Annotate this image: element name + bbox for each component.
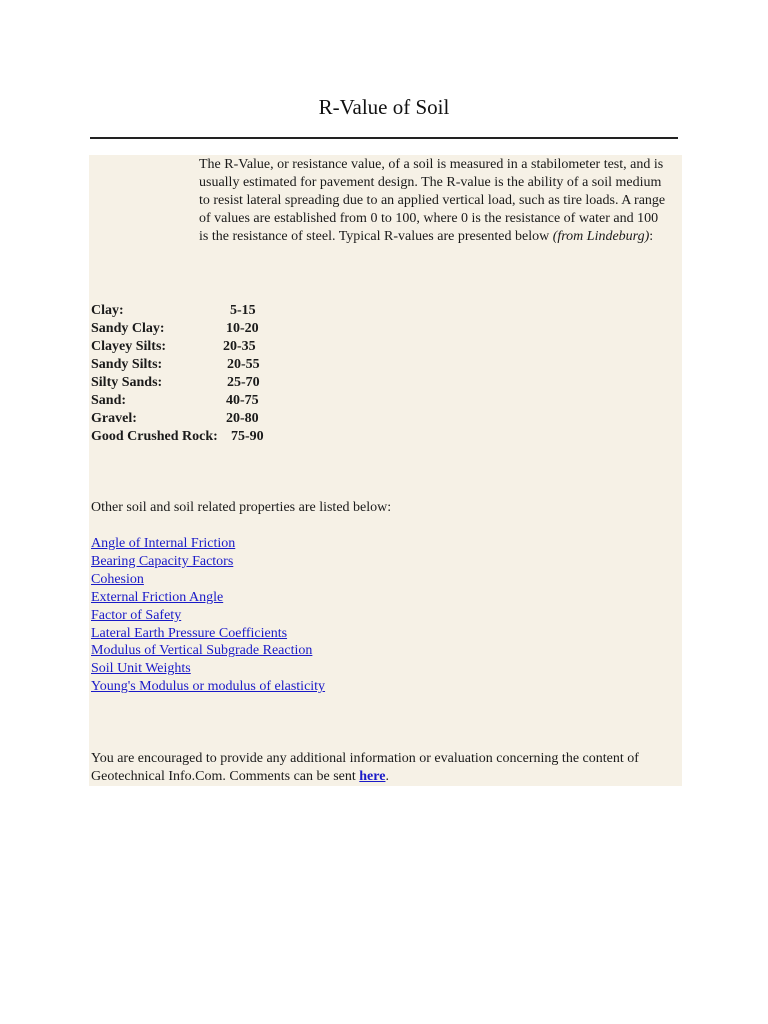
intro-text: The R-Value, or resistance value, of a soil is measured in a stabilometer test, and is usually estimated for pavement design. The R-value is the ability of a soil medium to resist lateral spreading due to an applied vertical load, such as tire loads. A range of values are established from 0 to 100, where 0 is the resistance of water and 100 is the resistance of steel. Typical R-values are presented below: [199, 157, 666, 244]
intro-paragraph: [199, 156, 669, 246]
rvalue-range: 20-55: [227, 357, 260, 372]
soil-name: Sand:: [91, 393, 127, 408]
link-factor-of-safety[interactable]: Factor of Safety: [91, 607, 182, 623]
footer-text: [91, 750, 676, 786]
title-divider: [90, 137, 678, 139]
soil-name: Gravel:: [91, 411, 137, 426]
page-title: R-Value of Soil: [318, 95, 450, 119]
rvalue-range: 20-80: [226, 411, 259, 426]
soil-name: Sandy Clay:: [91, 321, 165, 336]
link-bearing-capacity-factors[interactable]: Bearing Capacity Factors: [91, 553, 234, 569]
soil-name: Silty Sands:: [91, 375, 163, 390]
rvalue-range: 5-15: [230, 303, 256, 318]
soil-name: Sandy Silts:: [91, 357, 163, 372]
link-external-friction-angle[interactable]: External Friction Angle: [91, 589, 224, 605]
link-modulus-of-vertical-subgrade-reaction[interactable]: Modulus of Vertical Subgrade Reaction: [91, 643, 313, 659]
soil-name: Good Crushed Rock:: [91, 429, 218, 444]
related-links: [91, 535, 325, 696]
comments-link[interactable]: here: [359, 769, 386, 784]
footer-end: .: [385, 769, 389, 784]
soil-name: Clayey Silts:: [91, 339, 167, 354]
intro-source: (from Lindeburg): [552, 229, 650, 244]
link-youngs-modulus[interactable]: Young's Modulus or modulus of elasticity: [91, 679, 326, 695]
rvalue-range: 10-20: [226, 321, 259, 336]
rvalue-range: 20-35: [223, 339, 256, 354]
intro-end: :: [649, 229, 654, 244]
rvalue-range: 40-75: [226, 393, 259, 408]
link-soil-unit-weights[interactable]: Soil Unit Weights: [91, 661, 191, 677]
rvalue-range: 75-90: [231, 429, 264, 444]
rvalue-range: 25-70: [227, 375, 260, 390]
content-panel: [89, 155, 682, 786]
link-lateral-earth-pressure-coefficients[interactable]: Lateral Earth Pressure Coefficients: [91, 625, 288, 641]
link-cohesion[interactable]: Cohesion: [91, 571, 144, 587]
soil-name: Clay:: [91, 303, 124, 318]
footer-message: You are encouraged to provide any additional information or evaluation concerning the content of Geotechnical Info.Com. Comments can be sent: [91, 751, 639, 784]
link-angle-of-internal-friction[interactable]: Angle of Internal Friction: [91, 536, 236, 551]
other-properties-text: Other soil and soil related properties are listed below:: [91, 500, 392, 515]
